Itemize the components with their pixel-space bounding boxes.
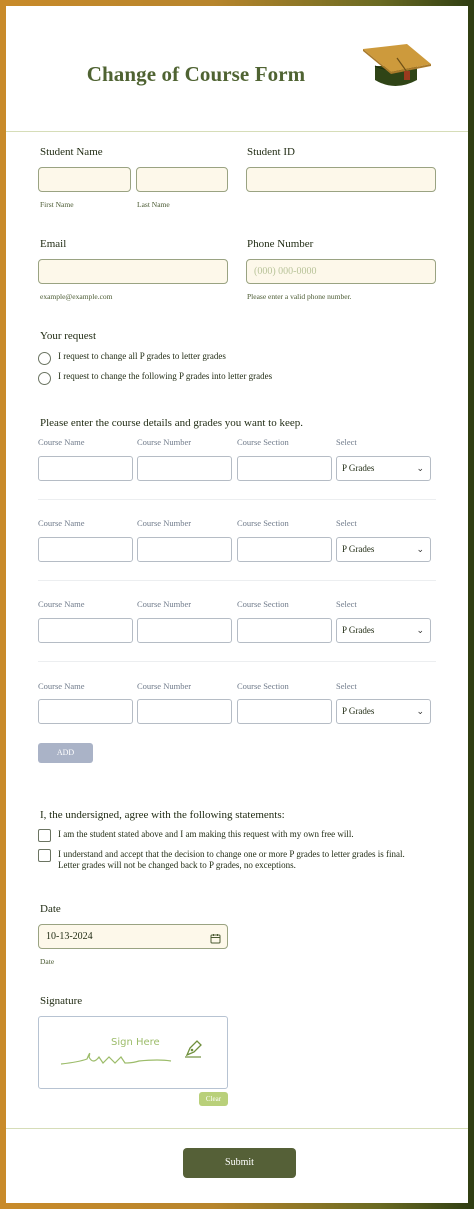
signature-hint: Sign Here (111, 1037, 160, 1048)
phone-input[interactable] (246, 259, 436, 284)
grade-select-value: P Grades (342, 463, 375, 473)
student-id-input[interactable] (246, 167, 436, 192)
first-name-sublabel: First Name (40, 200, 74, 209)
agreement-checkbox-final[interactable] (38, 849, 51, 862)
course-name-input[interactable] (38, 456, 133, 481)
agreement-statement-no-exceptions: Letter grades will not be changed back to P grades, no exceptions. (58, 860, 296, 870)
first-name-input[interactable] (38, 167, 131, 192)
course-number-input[interactable] (137, 456, 232, 481)
chevron-down-icon: ⌄ (416, 706, 424, 716)
course-section-col: Course Section (237, 437, 289, 447)
select-col: Select (336, 681, 357, 691)
course-section-col: Course Section (237, 599, 289, 609)
header-divider (6, 131, 468, 132)
course-name-col: Course Name (38, 681, 85, 691)
add-row-button[interactable]: ADD (38, 743, 93, 763)
course-section-input[interactable] (237, 456, 332, 481)
course-section-input[interactable] (237, 618, 332, 643)
signature-pad[interactable] (38, 1016, 228, 1089)
course-name-col: Course Name (38, 437, 85, 447)
calendar-icon[interactable] (210, 931, 221, 949)
chevron-down-icon: ⌄ (416, 625, 424, 635)
email-label: Email (40, 238, 67, 250)
grade-select-value: P Grades (342, 706, 375, 716)
student-id-label: Student ID (247, 146, 295, 158)
date-label: Date (40, 903, 61, 915)
email-sublabel: example@example.com (40, 292, 113, 301)
course-number-col: Course Number (137, 681, 192, 691)
select-col: Select (336, 437, 357, 447)
course-number-col: Course Number (137, 518, 192, 528)
grade-select[interactable] (336, 699, 431, 724)
email-input[interactable] (38, 259, 228, 284)
select-col: Select (336, 599, 357, 609)
request-option-all: I request to change all P grades to letter grades (58, 351, 226, 361)
course-section-input[interactable] (237, 537, 332, 562)
courses-label: Please enter the course details and grades you want to keep. (40, 417, 303, 429)
row-divider (38, 499, 436, 500)
course-name-col: Course Name (38, 518, 85, 528)
date-value: 10-13-2024 (46, 931, 93, 942)
phone-sublabel: Please enter a valid phone number. (247, 292, 352, 301)
grade-select[interactable] (336, 618, 431, 643)
course-number-col: Course Number (137, 599, 192, 609)
request-radio-all[interactable] (38, 352, 51, 365)
date-input[interactable] (38, 924, 228, 949)
course-section-input[interactable] (237, 699, 332, 724)
request-option-following: I request to change the following P grades into letter grades (58, 371, 273, 381)
course-name-input[interactable] (38, 537, 133, 562)
course-section-col: Course Section (237, 681, 289, 691)
phone-placeholder: (000) 000-0000 (254, 266, 317, 277)
course-name-col: Course Name (38, 599, 85, 609)
phone-label: Phone Number (247, 238, 314, 250)
course-number-input[interactable] (137, 618, 232, 643)
last-name-input[interactable] (136, 167, 228, 192)
grade-select[interactable] (336, 537, 431, 562)
row-divider (38, 661, 436, 662)
last-name-sublabel: Last Name (137, 200, 170, 209)
footer-divider (6, 1128, 468, 1129)
row-divider (38, 580, 436, 581)
course-number-col: Course Number (137, 437, 192, 447)
form-card (6, 6, 468, 1203)
student-name-label: Student Name (40, 146, 103, 158)
course-name-input[interactable] (38, 618, 133, 643)
course-number-input[interactable] (137, 537, 232, 562)
request-label: Your request (40, 330, 97, 342)
course-section-col: Course Section (237, 518, 289, 528)
grade-select-value: P Grades (342, 625, 375, 635)
chevron-down-icon: ⌄ (416, 544, 424, 554)
select-col: Select (336, 518, 357, 528)
course-number-input[interactable] (137, 699, 232, 724)
request-radio-following[interactable] (38, 372, 51, 385)
course-name-input[interactable] (38, 699, 133, 724)
pen-icon (183, 1037, 205, 1059)
agreement-statement-free-will: I am the student stated above and I am making this request with my own free will. (58, 829, 354, 839)
form-title: Change of Course Form (86, 62, 306, 86)
graduation-cap-icon (361, 42, 433, 94)
grade-select-value: P Grades (342, 544, 375, 554)
agreement-statement-final: I understand and accept that the decision to change one or more P grades to letter grades is final. (58, 849, 405, 859)
chevron-down-icon: ⌄ (416, 463, 424, 473)
agreement-checkbox-free-will[interactable] (38, 829, 51, 842)
submit-button[interactable]: Submit (183, 1148, 296, 1178)
grade-select[interactable] (336, 456, 431, 481)
signature-label: Signature (40, 995, 83, 1007)
date-sublabel: Date (40, 957, 55, 966)
agreement-label: I, the undersigned, agree with the following statements: (40, 809, 285, 821)
signature-clear-button[interactable]: Clear (199, 1092, 228, 1106)
